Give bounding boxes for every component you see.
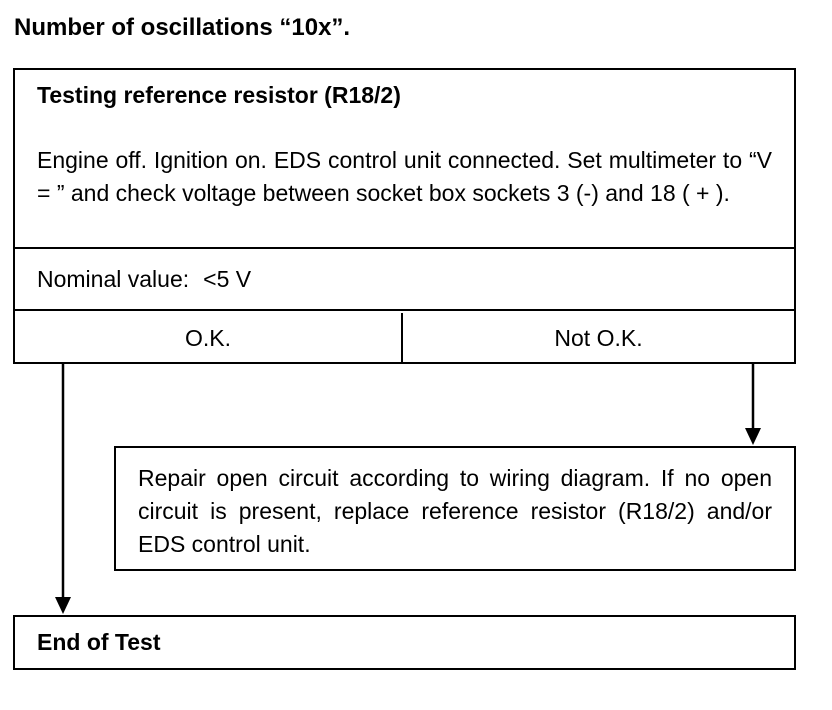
repair-step-text: Repair open circuit according to wiring diagram. If no open circuit is present, replace reference resistor (R18/2) and/or EDS control unit. xyxy=(138,465,772,557)
divider-line xyxy=(15,309,794,311)
test-step-title: Testing reference resistor (R18/2) xyxy=(37,82,401,108)
end-of-test-label: End of Test xyxy=(37,629,161,655)
nominal-value-row xyxy=(15,266,794,293)
nominal-value: <5 V xyxy=(203,266,252,292)
branch-ok-cell: O.K. xyxy=(15,313,403,364)
repair-step-box xyxy=(114,446,796,571)
branch-not-ok-cell: Not O.K. xyxy=(554,325,643,351)
ok-arrowhead-icon xyxy=(55,597,71,614)
test-step-description: Engine off. Ignition on. EDS control unit connected. Set multimeter to “V = ” and check voltage between socket box sockets 3 (-) and 18 ( + ). xyxy=(37,147,772,206)
not-ok-arrowhead-icon xyxy=(745,428,761,445)
test-step-box xyxy=(13,68,796,364)
nominal-value-label: Nominal value: xyxy=(37,266,190,292)
divider-line xyxy=(15,247,794,249)
page-heading: Number of oscillations “10x”. xyxy=(14,14,351,41)
end-of-test-box xyxy=(13,615,796,670)
